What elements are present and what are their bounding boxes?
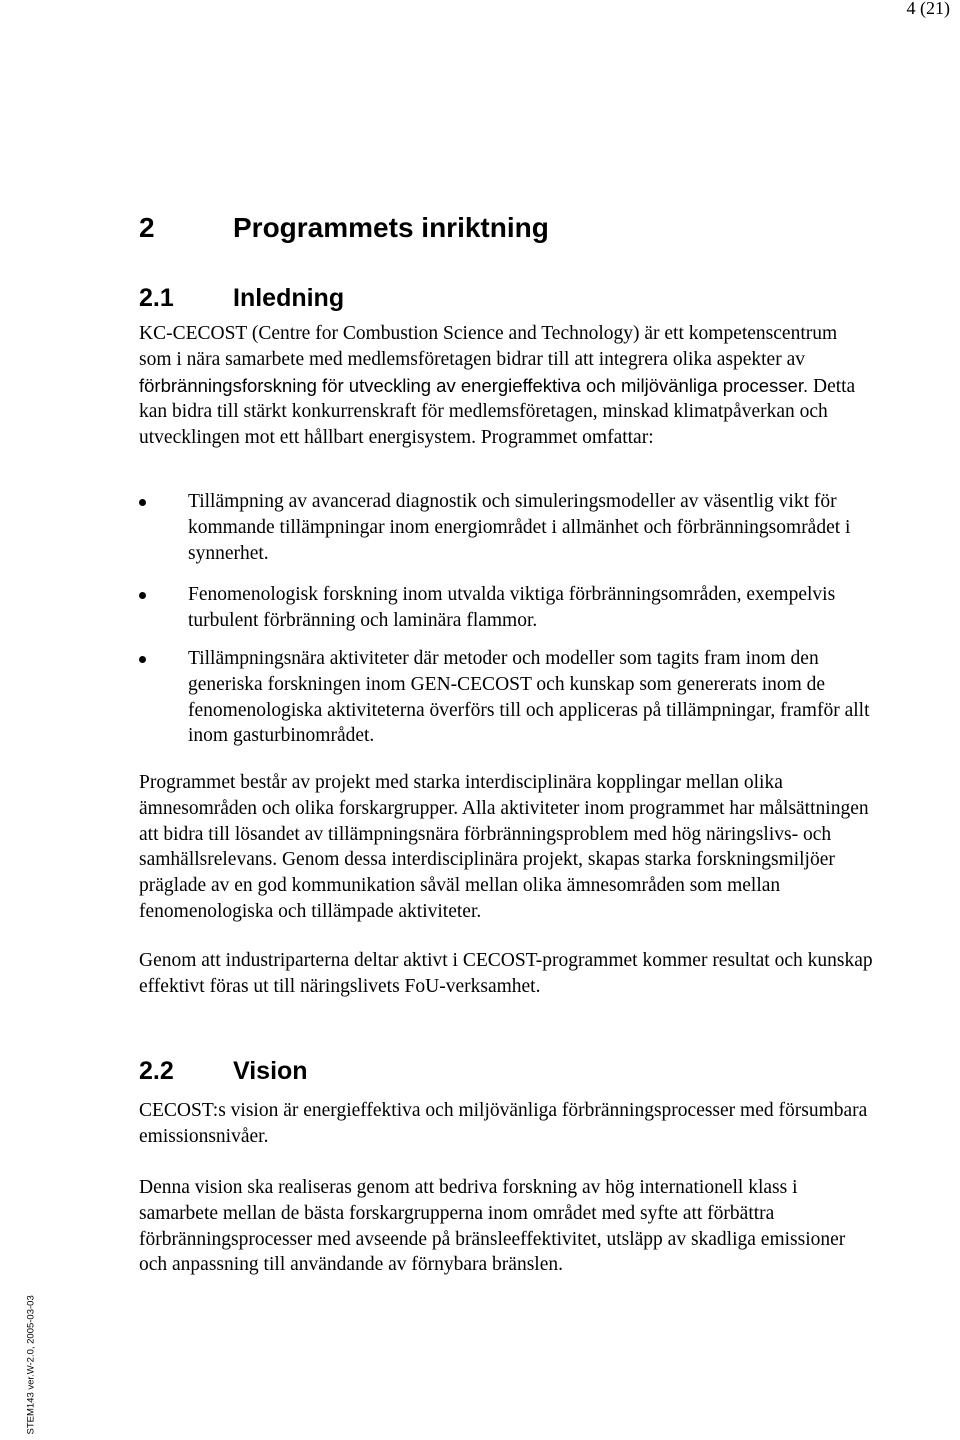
page-number: 4 (21) [906,0,950,18]
intro-text-b: Detta kan bidra till stärkt konkurrenskraft för medlemsföretagen, minskad klimatpåverkan och utvecklingen mot ett hållbart energisystem. Programmet omfattar: [139,375,856,449]
vision-realization-paragraph: Denna vision ska realiseras genom att bedriva forskning av hög internationell klass i samarbete mellan de bästa forskargrupperna inom området med syfte att förbättra förbränningsprocesser med avseende på bränsleeffektivitet, utsläpp av skadliga emissioner och anpassning till användande av förnybara bränslen. [139,1177,846,1276]
vision-paragraph: CECOST:s vision är energieffektiva och miljövänliga förbränningsprocesser med försumbara emissionsnivåer. [139,1100,868,1147]
intro-text-a: KC-CECOST (Centre for Combustion Science and Technology) är ett kompetenscentrum som i nära samarbete med medlemsföretagen bidrar till att integrera olika aspekter av [139,323,838,370]
chapter-heading [139,212,549,244]
section-number: 2.1 [139,284,174,312]
program-paragraph: Programmet består av projekt med starka interdisciplinära kopplingar mellan olika ämnesområden och olika forskargrupper. Alla aktiviteter inom programmet har målsättningen att bidra till lösandet av tillämpningsnära förbränningsproblem med hög näringslivs- och samhällsrelevans. Genom dessa interdisciplinära projekt, skapas starka forskningsmiljöer präglade av en god kommunikation såväl mellan olika ämnesområden som mellan fenomenologiska och tillämpade aktiviteter. [139,772,869,922]
section-title: Vision [233,1057,308,1085]
chapter-number: 2 [139,212,155,243]
chapter-title: Programmets inriktning [233,212,549,243]
document-version-label: STEM143 ver.W-2.0, 2005-03-03 [25,1295,37,1435]
industry-paragraph: Genom att industriparterna deltar aktivt i CECOST-programmet kommer resultat och kunskap effektivt föras ut till näringslivets FoU-verksamhet. [139,950,873,997]
bullet-item: Tillämpning av avancerad diagnostik och simuleringsmodeller av väsentlig vikt för kommande tillämpningar inom energiområdet i allmänhet och förbränningsområdet i synnerhet. [139,489,874,566]
intro-text-sans: förbränningsforskning för utveckling av energieffektiva och miljövänliga processer. [139,374,809,396]
section-heading-inledning [139,283,344,313]
bullet-item: Tillämpningsnära aktiviteter där metoder och modeller som tagits fram inom den generiska forskningen inom GEN-CECOST och kunskap som genererats inom de fenomenologiska aktiviteterna överförs till och appliceras på tillämpningar, framför allt inom gasturbinområdet. [139,646,874,749]
section-heading-vision [139,1056,308,1086]
intro-paragraph [139,321,874,451]
section-number: 2.2 [139,1057,174,1085]
section-title: Inledning [233,284,345,312]
bullet-item: Fenomenologisk forskning inom utvalda viktiga förbränningsområden, exempelvis turbulent förbränning och laminära flammor. [139,582,874,634]
